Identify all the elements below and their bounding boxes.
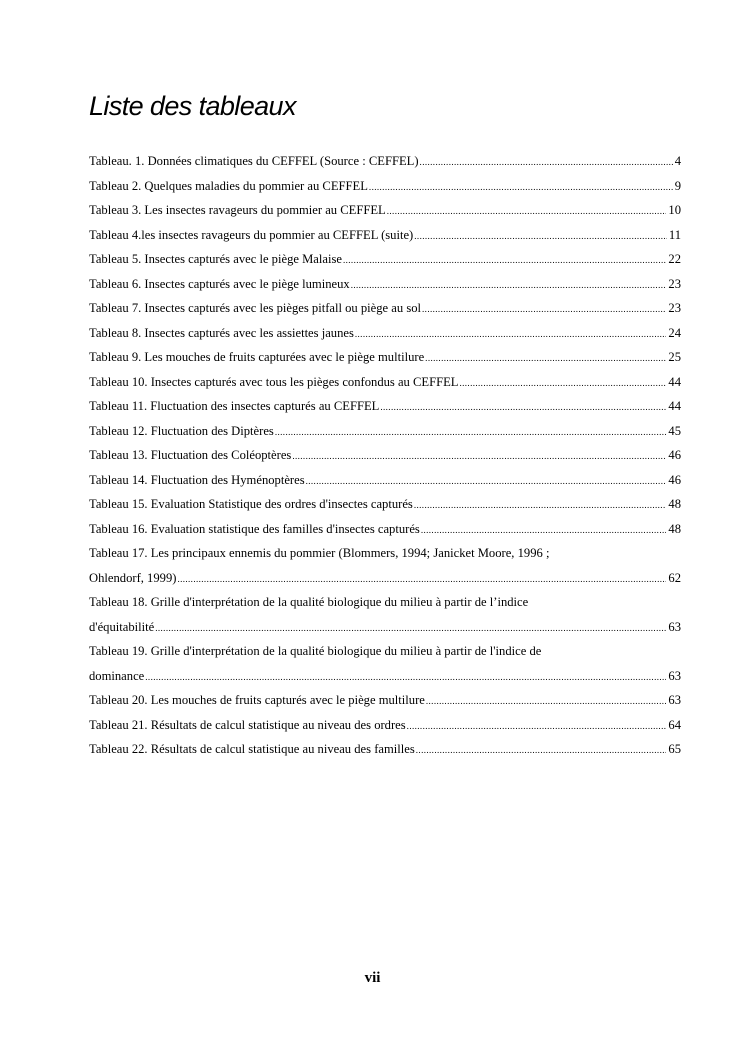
dot-leader	[416, 739, 667, 760]
dot-leader	[306, 470, 667, 491]
dot-leader	[459, 372, 666, 393]
dot-leader	[422, 298, 666, 319]
toc-entry-page: 48	[668, 497, 681, 511]
toc-entry-page: 65	[668, 742, 681, 756]
toc-entry-page: 63	[668, 693, 681, 707]
toc-entry-7[interactable]	[89, 298, 681, 323]
toc-entry-17-line-1[interactable]	[89, 543, 681, 568]
toc-entry-continuation: dominance	[89, 668, 145, 683]
toc-entry-18-line-2[interactable]	[89, 617, 681, 642]
toc-entry-text: Tableau 2. Quelques maladies du pommier au CEFFEL	[89, 178, 368, 193]
toc-entry-page: 10	[668, 203, 681, 217]
toc-entry-17-line-2[interactable]	[89, 568, 681, 593]
toc-entry-text: Tableau 17. Les principaux ennemis du pommier (Blommers, 1994; Janicket Moore, 1996 ;	[89, 546, 550, 560]
toc-entry-19-line-1[interactable]	[89, 641, 681, 666]
toc-entry-13[interactable]	[89, 445, 681, 470]
toc-entry-page: 24	[668, 325, 681, 340]
toc-entry-text: Tableau 10. Insectes capturés avec tous les pièges confondus au CEFFEL	[89, 374, 459, 389]
toc-entry-continuation: d'équitabilité	[89, 619, 155, 634]
toc-entry-9[interactable]	[89, 347, 681, 372]
toc-entry-page: 44	[668, 399, 681, 413]
toc-entry-page: 44	[668, 374, 681, 389]
dot-leader	[369, 176, 673, 197]
dot-leader	[275, 421, 667, 442]
toc-entry-22[interactable]	[89, 739, 681, 764]
dot-leader	[343, 249, 666, 270]
toc-entry-text: Tableau 11. Fluctuation des insectes capturés au CEFFEL	[89, 399, 380, 413]
toc-entry-text: Tableau 5. Insectes capturés avec le piège Malaise	[89, 252, 342, 266]
toc-entry-21[interactable]	[89, 715, 681, 740]
toc-entry-text: Tableau 20. Les mouches de fruits capturés avec le piège multilure	[89, 693, 425, 707]
toc-entry-15[interactable]	[89, 494, 681, 519]
page-number: vii	[364, 970, 381, 986]
dot-leader	[387, 200, 667, 221]
toc-entry-20[interactable]	[89, 690, 681, 715]
toc-entry-page: 23	[668, 276, 681, 291]
toc-entry-continuation: Ohlendorf, 1999)	[89, 570, 177, 585]
toc-entry-8[interactable]	[89, 323, 681, 348]
toc-entry-10[interactable]	[89, 372, 681, 397]
toc-entry-18-line-1[interactable]	[89, 592, 681, 617]
toc-entry-page: 22	[668, 252, 681, 266]
dot-leader	[414, 494, 667, 515]
toc-entry-text: Tableau 6. Insectes capturés avec le piège lumineux	[89, 276, 350, 291]
toc-entry-page: 11	[668, 227, 681, 242]
toc-entry-text: Tableau 8. Insectes capturés avec les assiettes jaunes	[89, 325, 354, 340]
toc-entry-3[interactable]	[89, 200, 681, 225]
toc-entry-16[interactable]	[89, 519, 681, 544]
toc-entry-6[interactable]	[89, 274, 681, 299]
toc-entry-text: Tableau 3. Les insectes ravageurs du pommier au CEFFEL	[89, 203, 386, 217]
toc-entry-text: Tableau 14. Fluctuation des Hyménoptères	[89, 472, 305, 487]
toc-entry-page: 63	[668, 619, 681, 634]
toc-entry-text: Tableau 12. Fluctuation des Diptères	[89, 423, 274, 438]
toc-entry-text: Tableau 19. Grille d'interprétation de la qualité biologique du milieu à partir de l'indice de	[89, 644, 542, 658]
toc-entry-text: Tableau 18. Grille d'interprétation de la qualité biologique du milieu à partir de l’indice	[89, 595, 529, 609]
toc-entry-page: 46	[668, 472, 681, 487]
toc-entry-page: 23	[668, 301, 681, 315]
toc-entry-page: 4	[674, 154, 681, 168]
dot-leader	[292, 445, 666, 466]
dot-leader	[407, 715, 667, 736]
toc-entry-text: Tableau 15. Evaluation Statistique des ordres d'insectes capturés	[89, 497, 413, 511]
toc-entry-text: Tableau 7. Insectes capturés avec les pièges pitfall ou piège au sol	[89, 301, 422, 315]
toc-entry-page: 45	[668, 423, 681, 438]
toc-entry-text: Tableau. 1. Données climatiques du CEFFEL (Source : CEFFEL)	[89, 154, 419, 168]
toc-entry-page: 63	[668, 668, 681, 683]
dot-leader	[421, 519, 667, 540]
dot-leader	[351, 274, 667, 295]
toc-entry-page: 46	[668, 448, 681, 462]
dot-leader	[380, 396, 666, 417]
toc-entry-19-line-2[interactable]	[89, 666, 681, 691]
dot-leader	[425, 347, 666, 368]
toc-entry-text: Tableau 22. Résultats de calcul statistique au niveau des familles	[89, 742, 415, 756]
dot-leader	[414, 225, 667, 246]
toc-entry-11[interactable]	[89, 396, 681, 421]
toc-entry-page: 9	[674, 178, 681, 193]
dot-leader	[426, 690, 667, 711]
toc-entry-5[interactable]	[89, 249, 681, 274]
dot-leader	[420, 151, 673, 172]
toc-entry-page: 25	[668, 350, 681, 364]
toc-entry-page: 64	[668, 717, 681, 732]
page-title: Liste des tableaux	[89, 91, 296, 121]
toc-entry-page: 48	[668, 521, 681, 536]
toc-entry-page: 62	[668, 570, 681, 585]
toc-entry-12[interactable]	[89, 421, 681, 446]
table-list	[89, 151, 681, 764]
dot-leader	[155, 617, 666, 638]
dot-leader	[355, 323, 667, 344]
toc-entry-2[interactable]	[89, 176, 681, 201]
toc-entry-text: Tableau 21. Résultats de calcul statistique au niveau des ordres	[89, 717, 406, 732]
dot-leader	[177, 568, 666, 589]
toc-entry-1[interactable]	[89, 151, 681, 176]
toc-entry-text: Tableau 9. Les mouches de fruits capturées avec le piège multilure	[89, 350, 425, 364]
toc-entry-14[interactable]	[89, 470, 681, 495]
toc-entry-text: Tableau 13. Fluctuation des Coléoptères	[89, 448, 292, 462]
toc-entry-4[interactable]	[89, 225, 681, 250]
toc-entry-text: Tableau 4.les insectes ravageurs du pommier au CEFFEL (suite)	[89, 227, 414, 242]
dot-leader	[145, 666, 666, 687]
toc-entry-text: Tableau 16. Evaluation statistique des familles d'insectes capturés	[89, 521, 420, 536]
